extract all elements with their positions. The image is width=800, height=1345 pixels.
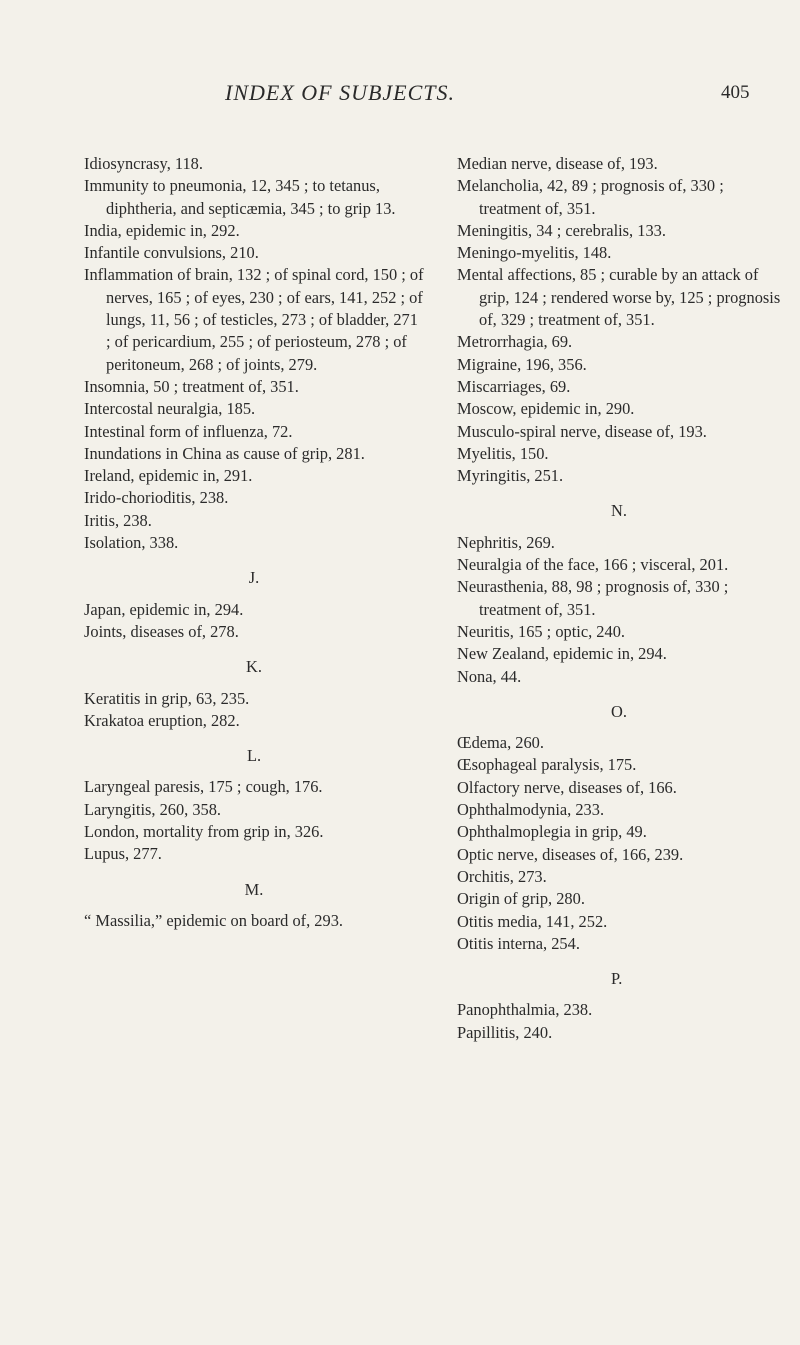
index-entry: Neuralgia of the face, 166 ; visceral, 201. (457, 555, 729, 575)
index-entry: India, epidemic in, 292. (84, 220, 240, 240)
index-entry: Ireland, epidemic in, 291. (84, 466, 253, 486)
index-entry: Metrorrhagia, 69. (457, 332, 573, 352)
index-entry: Lupus, 277. (84, 844, 162, 864)
index-entry: Otitis interna, 254. (457, 933, 580, 953)
index-entry: Melancholia, 42, 89 ; prognosis of, 330 ; treatment of, 351. (457, 176, 724, 218)
index-entry: Intestinal form of influenza, 72. (84, 421, 293, 441)
index-entry: Ophthalmoplegia in grip, 49. (457, 822, 647, 842)
index-entry: Iritis, 238. (84, 510, 152, 530)
section-letter: N. (611, 501, 627, 521)
index-entry: Laryngitis, 260, 358. (84, 799, 222, 819)
index-entry: Infantile convulsions, 210. (84, 243, 259, 263)
index-entry: Meningo-myelitis, 148. (457, 243, 612, 263)
index-entry: “ Massilia,” epidemic on board of, 293. (84, 910, 343, 930)
index-entry: Optic nerve, diseases of, 166, 239. (457, 844, 684, 864)
index-entry: Nephritis, 269. (457, 532, 555, 552)
index-entry: Neuritis, 165 ; optic, 240. (457, 621, 625, 641)
page-header (0, 80, 800, 120)
index-entry: Neurasthenia, 88, 98 ; prognosis of, 330 ; treatment of, 351. (457, 577, 729, 619)
index-entry: Œsophageal paralysis, 175. (457, 755, 637, 775)
index-entry: Miscarriages, 69. (457, 376, 571, 396)
index-entry: Insomnia, 50 ; treatment of, 351. (84, 376, 299, 396)
index-entry: Œdema, 260. (457, 733, 544, 753)
index-entry: Japan, epidemic in, 294. (84, 599, 244, 619)
index-entry: Laryngeal paresis, 175 ; cough, 176. (84, 777, 323, 797)
index-entry: Irido-chorioditis, 238. (84, 488, 229, 508)
index-entry: London, mortality from grip in, 326. (84, 822, 324, 842)
index-entry: Inflammation of brain, 132 ; of spinal cord, 150 ; of nerves, 165 ; of eyes, 230 ; of ears, 141, 252 ; of lungs, 11, 56 ; of testicles, 273 ; of bladder, 271 ; of pericardium, 255 ; of periosteum, 278 ; of peritoneum, 268 ; of joints, 279. (84, 265, 424, 374)
section-letter: M. (244, 879, 264, 899)
index-entry: Immunity to pneumonia, 12, 345 ; to tetanus, diphtheria, and septicæmia, 345 ; to grip 13. (84, 176, 396, 218)
index-entry: Median nerve, disease of, 193. (457, 154, 658, 173)
index-entry: Myringitis, 251. (457, 466, 564, 486)
section-letter: J. (248, 568, 260, 588)
index-entry: Mental affections, 85 ; curable by an attack of grip, 124 ; rendered worse by, 125 ; prognosis of, 329 ; treatment of, 351. (457, 265, 781, 330)
index-entry: Origin of grip, 280. (457, 889, 585, 909)
running-title: INDEX OF SUBJECTS. (225, 80, 456, 105)
index-entry: Joints, diseases of, 278. (84, 621, 239, 641)
index-entry: Panophthalmia, 238. (457, 1000, 593, 1020)
index-entry: Meningitis, 34 ; cerebralis, 133. (457, 220, 666, 240)
index-entry: Isolation, 338. (84, 533, 179, 553)
index-entry: Myelitis, 150. (457, 443, 549, 463)
index-entry: Migraine, 196, 356. (457, 354, 587, 374)
section-letter: O. (611, 701, 627, 721)
index-entry: Krakatoa eruption, 282. (84, 710, 240, 730)
index-entry: Olfactory nerve, diseases of, 166. (457, 777, 677, 797)
index-entry: New Zealand, epidemic in, 294. (457, 644, 667, 664)
index-column-left (84, 153, 424, 932)
index-column-right (457, 153, 787, 1044)
index-entry: Moscow, epidemic in, 290. (457, 399, 635, 419)
index-entry: Keratitis in grip, 63, 235. (84, 688, 250, 708)
index-entry: Otitis media, 141, 252. (457, 911, 608, 931)
index-entry: Ophthalmodynia, 233. (457, 800, 605, 820)
section-letter: L. (246, 746, 262, 766)
index-entry: Inundations in China as cause of grip, 281. (84, 443, 365, 463)
index-entry: Idiosyncrasy, 118. (84, 154, 203, 173)
index-entry: Musculo-spiral nerve, disease of, 193. (457, 421, 707, 441)
index-entry: Intercostal neuralgia, 185. (84, 399, 256, 419)
index-entry: Nona, 44. (457, 666, 522, 686)
page-number: 405 (721, 82, 750, 103)
section-letter: P. (611, 969, 623, 989)
section-letter: K. (246, 657, 262, 677)
index-entry: Papillitis, 240. (457, 1022, 553, 1042)
index-entry: Orchitis, 273. (457, 866, 547, 886)
